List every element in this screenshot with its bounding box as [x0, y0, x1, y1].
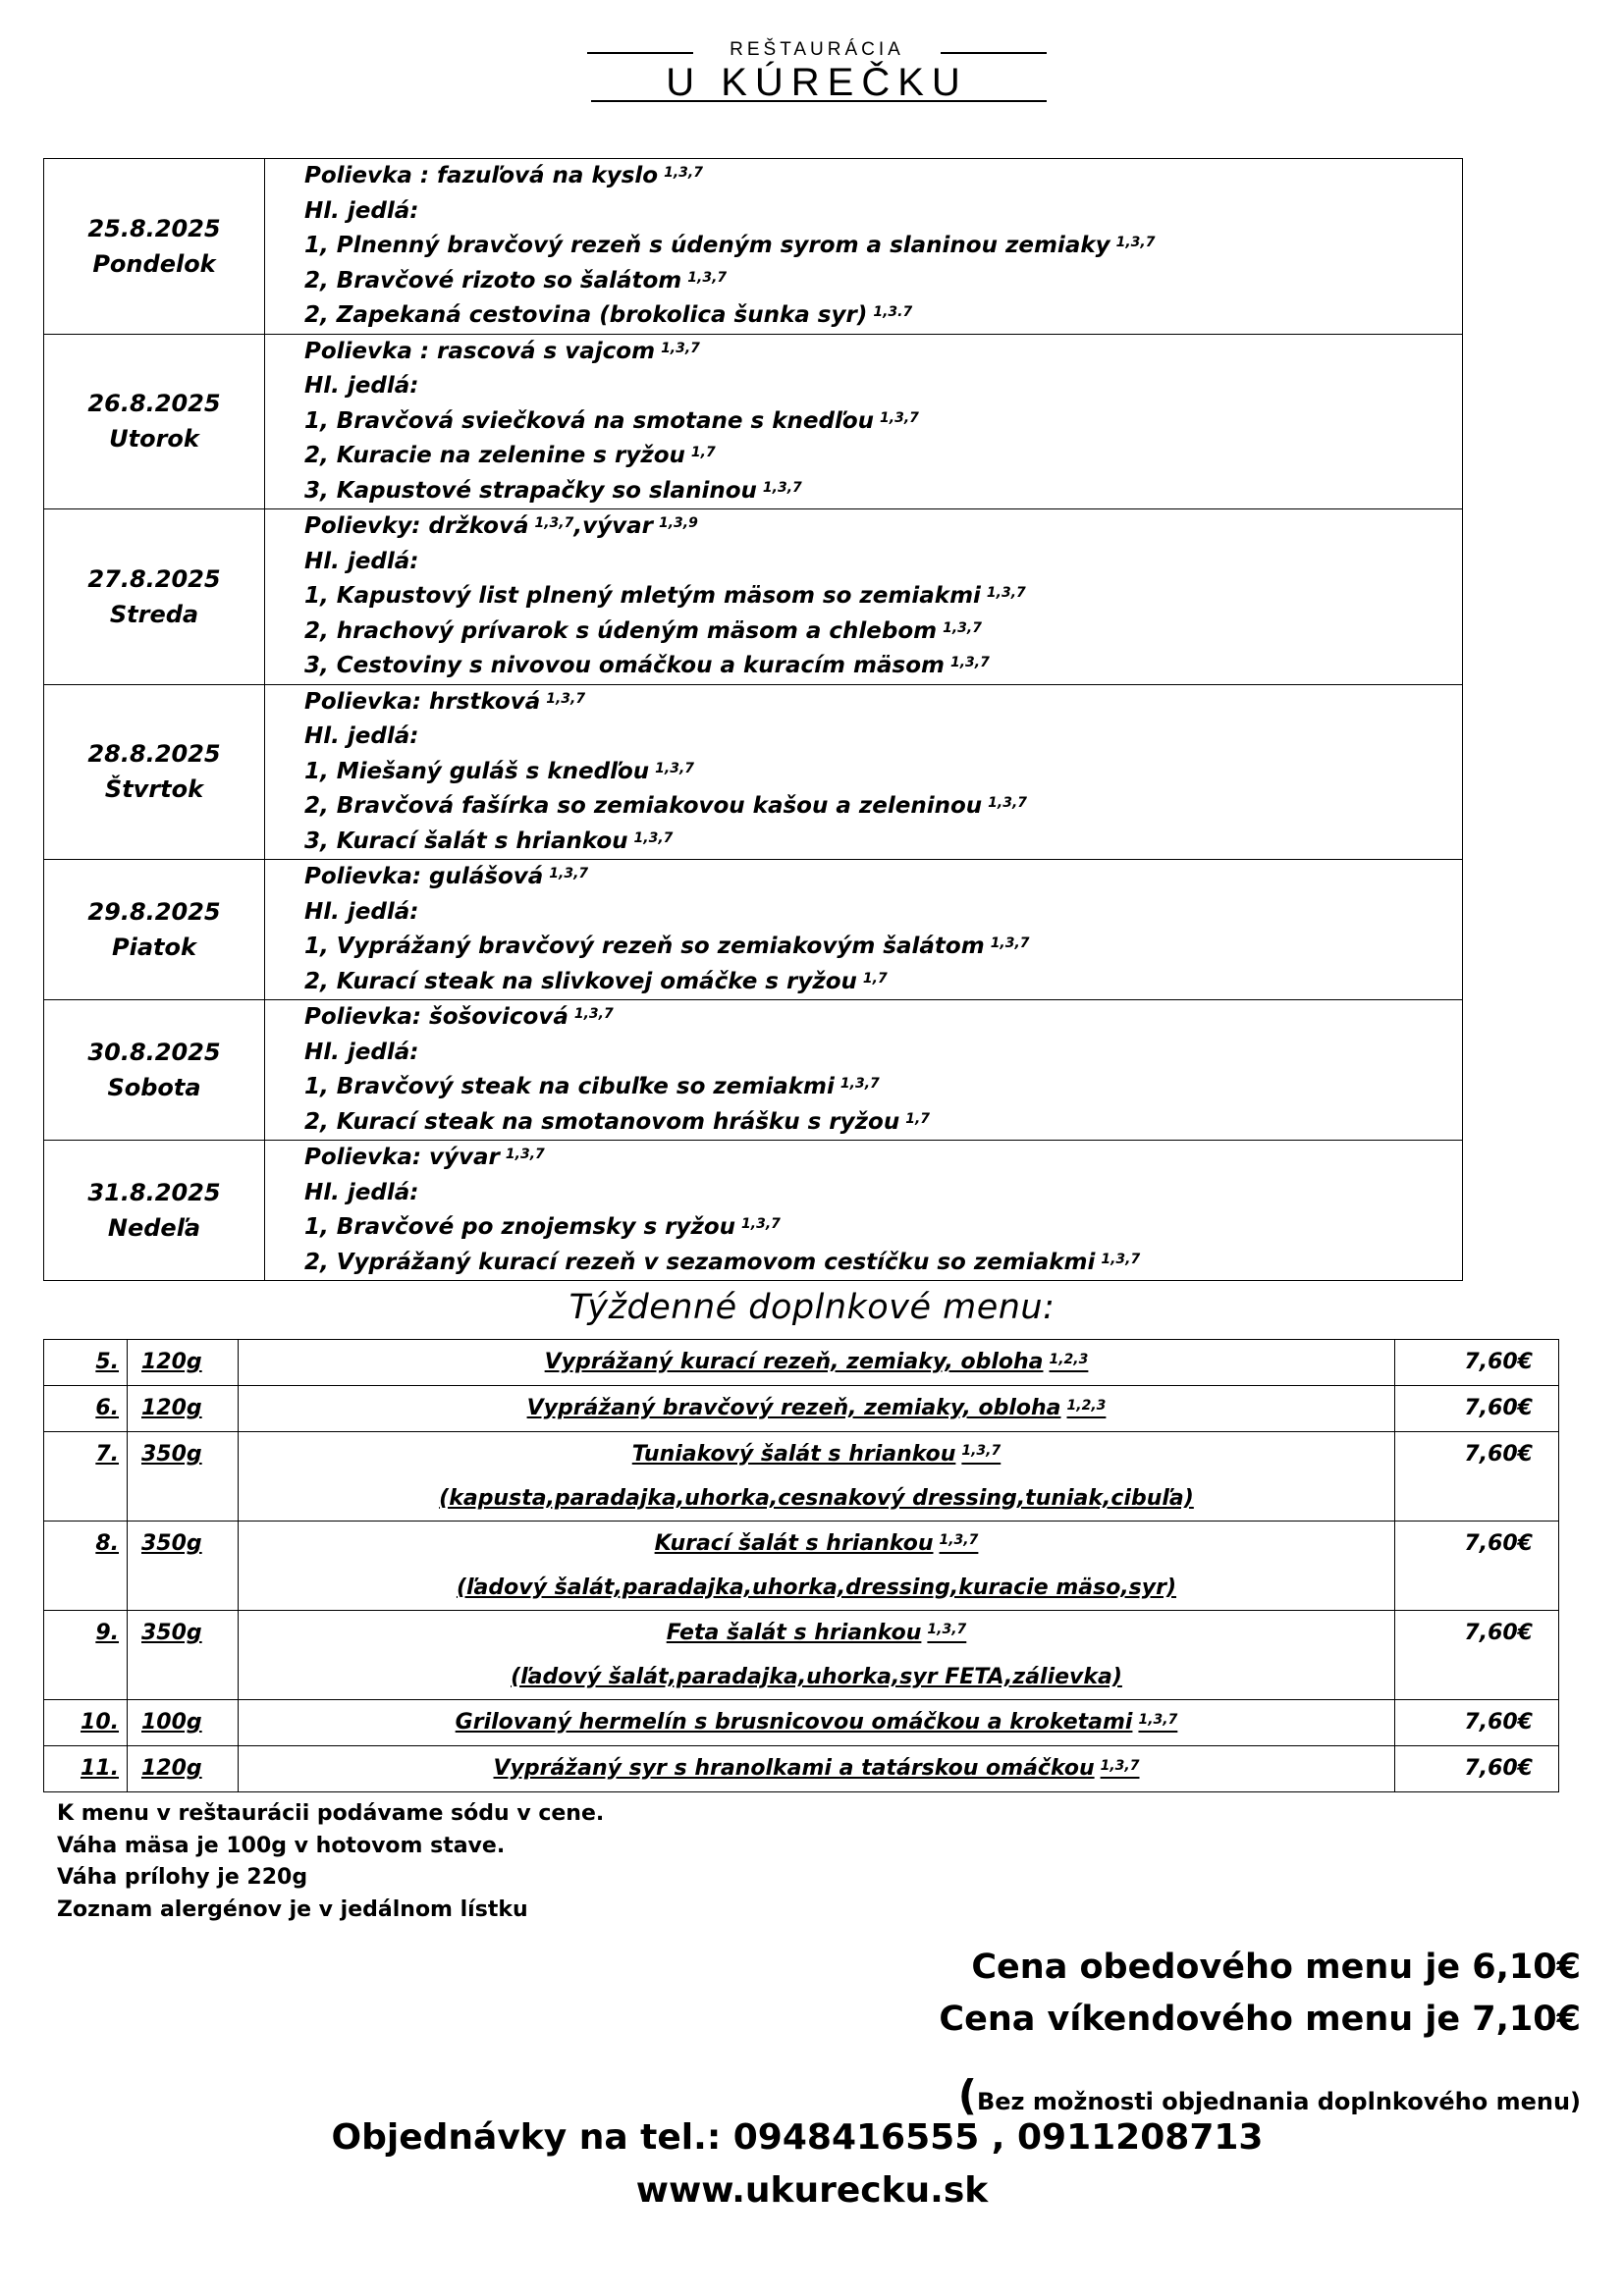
item-description	[239, 1386, 1395, 1432]
item-price: 7,60€	[1395, 1340, 1559, 1386]
day-cell	[44, 1141, 265, 1281]
day-cell	[44, 159, 265, 335]
weekly-item-row	[44, 1746, 1559, 1792]
weekly-menu-title: Týždenné doplnkové menu:	[568, 1288, 1056, 1327]
meal-line	[304, 1246, 1462, 1281]
day-name: Nedeľa	[107, 1214, 201, 1242]
meal-line	[304, 685, 1462, 721]
day-name: Piatok	[112, 934, 196, 961]
day-cell	[44, 334, 265, 509]
day-row	[44, 334, 1463, 509]
allergen-codes: 1,3,7	[986, 585, 1026, 601]
note-side-weight: Váha prílohy je 220g	[57, 1865, 308, 1890]
meal-text: Polievka: vývar	[304, 1145, 500, 1170]
day-date: 29.8.2025	[87, 898, 221, 926]
item-weight: 120g	[128, 1340, 239, 1386]
meal-line	[304, 335, 1462, 370]
meal-text: 1, Kapustový list plnený mletým mäsom so zemiakmi	[304, 583, 981, 609]
meal-text: Hl. jedlá:	[304, 1179, 419, 1205]
meal-line	[304, 649, 1462, 684]
logo-underline	[591, 100, 1047, 102]
day-name: Sobota	[107, 1074, 201, 1101]
day-cell	[44, 684, 265, 860]
meal-text: Hl. jedlá:	[304, 197, 419, 224]
item-number: 7.	[44, 1432, 128, 1522]
meal-line	[304, 1105, 1462, 1141]
day-row	[44, 509, 1463, 685]
allergen-codes: 1,3,7	[1138, 1712, 1178, 1728]
item-name: Vyprážaný kurací rezeň, zemiaky, obloha	[544, 1350, 1044, 1374]
item-weight: 120g	[128, 1386, 239, 1432]
day-name: Štvrtok	[104, 775, 204, 804]
day-row	[44, 1141, 1463, 1281]
meal-line	[304, 825, 1462, 860]
item-name: Tuniakový šalát s hriankou	[631, 1442, 956, 1467]
item-name: Kurací šalát s hriankou	[654, 1531, 934, 1556]
meal-text: 2, Vyprážaný kurací rezeň v sezamovom cestíčku so zemiakmi	[304, 1249, 1096, 1275]
allergen-codes: 1,2,3	[1049, 1352, 1089, 1367]
allergen-codes: 1,3,7	[961, 1443, 1001, 1459]
menu-notes	[57, 1798, 604, 1926]
meal-line	[304, 755, 1462, 790]
meal-line	[304, 194, 1462, 230]
day-date: 26.8.2025	[87, 390, 221, 418]
item-name: Grilovaný hermelín s brusnicovou omáčkou a kroketami	[455, 1710, 1133, 1735]
meal-line	[304, 545, 1462, 580]
meal-text: Polievka : fazuľová na kyslo	[304, 163, 659, 188]
meal-text: 1, Bravčový steak na cibuľke so zemiakmi	[304, 1074, 835, 1099]
meal-text: 1, Vyprážaný bravčový rezeň so zemiakovým šalátom	[304, 934, 985, 959]
meal-text: Hl. jedlá:	[304, 548, 419, 574]
no-order-paren: (	[957, 2071, 977, 2119]
meal-line	[304, 895, 1462, 931]
meal-line	[304, 1141, 1462, 1176]
day-cell	[44, 509, 265, 685]
meal-text: Polievky: držková	[304, 513, 529, 539]
allergen-codes: 1,7	[905, 1110, 931, 1127]
allergen-codes: 1,3,7	[549, 866, 589, 881]
item-name-line	[239, 1522, 1394, 1566]
item-price: 7,60€	[1395, 1700, 1559, 1746]
meal-line	[304, 404, 1462, 440]
item-description	[239, 1611, 1395, 1700]
meal-line	[304, 720, 1462, 755]
item-ingredients: (ľadový šalát,paradajka,uhorka,dressing,kuracie mäso,syr)	[456, 1575, 1177, 1600]
meal-line	[304, 439, 1462, 474]
item-name-line	[239, 1700, 1394, 1745]
meal-text: Polievka: gulášová	[304, 864, 544, 889]
meal-text: 2, Bravčová fašírka so zemiakovou kašou a zeleninou	[304, 793, 983, 819]
allergen-codes: 1,3,7	[1115, 235, 1156, 250]
item-number: 5.	[44, 1340, 128, 1386]
item-description	[239, 1522, 1395, 1611]
weekly-item-row	[44, 1611, 1559, 1700]
day-row	[44, 1000, 1463, 1141]
meal-line	[304, 789, 1462, 825]
item-description	[239, 1340, 1395, 1386]
meal-text: 1, Miešaný guláš s knedľou	[304, 758, 650, 784]
meal-line	[304, 509, 1462, 545]
item-name-line	[239, 1746, 1394, 1791]
item-weight: 120g	[128, 1746, 239, 1792]
meal-text: 1, Bravčová sviečková na smotane s knedľou	[304, 407, 875, 434]
day-name: Streda	[109, 600, 199, 628]
meal-text: Polievka : rascová s vajcom	[304, 338, 656, 364]
day-name: Utorok	[109, 425, 199, 454]
meal-line	[304, 474, 1462, 509]
item-name-line	[239, 1340, 1394, 1385]
day-date: 27.8.2025	[87, 564, 221, 593]
item-price: 7,60€	[1395, 1432, 1559, 1522]
allergen-codes: 1,3,7	[664, 165, 703, 181]
item-weight: 100g	[128, 1700, 239, 1746]
item-name-line	[239, 1386, 1394, 1431]
meal-line	[304, 229, 1462, 264]
allergen-codes: 1,7	[862, 970, 888, 987]
note-meat-weight: Váha mäsa je 100g v hotovom stave.	[57, 1833, 506, 1858]
meal-line	[304, 930, 1462, 965]
meal-line	[304, 1036, 1462, 1071]
item-name: Feta šalát s hriankou	[666, 1621, 922, 1645]
weekend-menu-price: Cena víkendového menu je 7,10€	[939, 2000, 1581, 2039]
website-link[interactable]: www.ukurecku.sk	[635, 2170, 989, 2211]
item-name: Vyprážaný syr s hranolkami a tatárskou omáčkou	[493, 1756, 1095, 1781]
weekly-item-row	[44, 1522, 1559, 1611]
allergen-codes: 1,3,7	[741, 1216, 781, 1232]
allergen-codes: 1,2,3	[1066, 1398, 1107, 1414]
weekly-item-row	[44, 1386, 1559, 1432]
menu-prices	[939, 1942, 1581, 2046]
item-number: 8.	[44, 1522, 128, 1611]
weekly-menu-table	[43, 1339, 1559, 1792]
item-description	[239, 1432, 1395, 1522]
allergen-codes: 1,3,9	[658, 515, 698, 531]
allergen-codes: 1,3,7	[633, 829, 674, 846]
meal-text: Polievka: šošovicová	[304, 1004, 568, 1030]
day-cell	[44, 860, 265, 1000]
meal-line	[304, 614, 1462, 650]
allergen-codes: 1,3,7	[687, 269, 728, 286]
day-date: 31.8.2025	[87, 1179, 221, 1206]
day-row	[44, 159, 1463, 335]
item-description	[239, 1746, 1395, 1792]
no-order-note	[958, 2071, 1581, 2119]
meal-text: Hl. jedlá:	[304, 1039, 419, 1065]
allergen-codes: 1,3,7	[990, 935, 1030, 951]
meals-cell	[265, 860, 1463, 1000]
no-order-text: Bez možnosti objednania doplnkového menu)	[976, 2088, 1581, 2115]
meal-text: 2, Kuracie na zelenine s ryžou	[304, 443, 685, 468]
meal-text: Polievka: hrstková	[304, 688, 541, 715]
allergen-codes: 1,3,7	[655, 760, 695, 776]
item-description	[239, 1700, 1395, 1746]
meal-text: 2, Kurací steak na smotanovom hrášku s ryžou	[304, 1108, 900, 1135]
logo-line-right	[941, 52, 1047, 54]
meal-line	[304, 298, 1462, 334]
meal-line	[304, 1070, 1462, 1105]
meals-cell	[265, 1000, 1463, 1141]
meal-text: 2, Bravčové rizoto so šalátom	[304, 267, 682, 294]
allergen-codes: 1,3,7	[927, 1622, 967, 1637]
meal-text: 1, Plnenný bravčový rezeň s údeným syrom a slaninou zemiaky	[304, 233, 1110, 258]
meal-text: Hl. jedlá:	[304, 723, 419, 749]
item-price: 7,60€	[1395, 1746, 1559, 1792]
day-date: 28.8.2025	[87, 740, 221, 769]
order-phones: Objednávky na tel.: 0948416555 , 0911208713	[331, 2117, 1264, 2158]
lunch-menu-price: Cena obedového menu je 6,10€	[971, 1948, 1581, 1987]
day-cell	[44, 1000, 265, 1141]
meal-text: 2, hrachový prívarok s údeným mäsom a chlebom	[304, 617, 938, 644]
allergen-codes: 1,3,7	[943, 619, 982, 636]
item-number: 10.	[44, 1700, 128, 1746]
meal-text: 2, Kurací steak na slivkovej omáčke s ryžou	[304, 968, 857, 994]
meal-text: 3, Kurací šalát s hriankou	[304, 828, 628, 854]
allergen-codes: 1,7	[690, 445, 716, 460]
allergen-codes: 1,3,7	[1100, 1758, 1140, 1774]
allergen-codes: 1,3,7	[949, 655, 990, 670]
allergen-codes: 1,3.7	[873, 304, 913, 320]
logo-title: U KÚREČKU	[666, 61, 968, 104]
weekly-item-row	[44, 1340, 1559, 1386]
allergen-codes: 1,3,7	[573, 1006, 614, 1022]
day-row	[44, 684, 1463, 860]
day-name: Pondelok	[92, 249, 216, 278]
meal-line	[304, 264, 1462, 299]
allergen-codes: 1,3,7	[1101, 1251, 1141, 1267]
meals-cell	[265, 1141, 1463, 1281]
note-soda: K menu v reštaurácii podávame sódu v cene.	[57, 1801, 605, 1826]
item-price: 7,60€	[1395, 1386, 1559, 1432]
meal-line	[304, 1000, 1462, 1036]
daily-menu-table	[43, 158, 1463, 1281]
item-number: 9.	[44, 1611, 128, 1700]
weekly-item-row	[44, 1432, 1559, 1522]
item-weight: 350g	[128, 1432, 239, 1522]
meal-line	[304, 579, 1462, 614]
item-name-line	[239, 1432, 1394, 1476]
meal-text-tail: ,vývar	[573, 513, 653, 539]
meal-text: 3, Kapustové strapačky so slaninou	[304, 477, 757, 504]
meals-cell	[265, 334, 1463, 509]
allergen-codes: 1,3,7	[939, 1532, 979, 1548]
meal-line	[304, 1210, 1462, 1246]
item-number: 11.	[44, 1746, 128, 1792]
allergen-codes: 1,3,7	[988, 795, 1028, 811]
weekly-item-row	[44, 1700, 1559, 1746]
meals-cell	[265, 159, 1463, 335]
meal-line	[304, 159, 1462, 194]
item-price: 7,60€	[1395, 1611, 1559, 1700]
allergen-codes: 1,3,7	[505, 1147, 545, 1162]
item-ingredients: (ľadový šalát,paradajka,uhorka,syr FETA,zálievka)	[511, 1665, 1122, 1689]
meal-text: 1, Bravčové po znojemsky s ryžou	[304, 1214, 736, 1240]
allergen-codes: 1,3,7	[880, 409, 919, 426]
meal-text: 2, Zapekaná cestovina (brokolica šunka syr)	[304, 302, 868, 328]
allergen-codes: 1,3,7	[762, 479, 802, 496]
restaurant-logo	[587, 39, 1047, 102]
meal-line	[304, 965, 1462, 1000]
item-price: 7,60€	[1395, 1522, 1559, 1611]
meal-line	[304, 1176, 1462, 1211]
day-date: 30.8.2025	[87, 1039, 221, 1066]
allergen-codes: 1,3,7	[661, 340, 700, 356]
day-date: 25.8.2025	[87, 214, 221, 242]
meal-text: 3, Cestoviny s nivovou omáčkou a kuracím mäsom	[304, 653, 945, 678]
meal-line	[304, 860, 1462, 895]
contact-info	[0, 2113, 1624, 2216]
item-weight: 350g	[128, 1611, 239, 1700]
item-name: Vyprážaný bravčový rezeň, zemiaky, obloha	[526, 1396, 1061, 1420]
note-allergens: Zoznam alergénov je v jedálnom lístku	[57, 1896, 528, 1922]
logo-subtitle: REŠTAURÁCIA	[730, 39, 904, 60]
item-name-line	[239, 1611, 1394, 1655]
item-ingredients: (kapusta,paradajka,uhorka,cesnakový dressing,tuniak,cibuľa)	[439, 1486, 1194, 1511]
item-number: 6.	[44, 1386, 128, 1432]
allergen-codes: 1,3,7	[839, 1076, 880, 1092]
meal-text: Hl. jedlá:	[304, 898, 419, 925]
meals-cell	[265, 509, 1463, 685]
allergen-codes: 1,3,7	[546, 690, 586, 707]
item-weight: 350g	[128, 1522, 239, 1611]
meal-line	[304, 369, 1462, 404]
meal-text: Hl. jedlá:	[304, 373, 419, 399]
meals-cell	[265, 684, 1463, 860]
day-row	[44, 860, 1463, 1000]
allergen-codes: 1,3,7	[534, 515, 574, 531]
